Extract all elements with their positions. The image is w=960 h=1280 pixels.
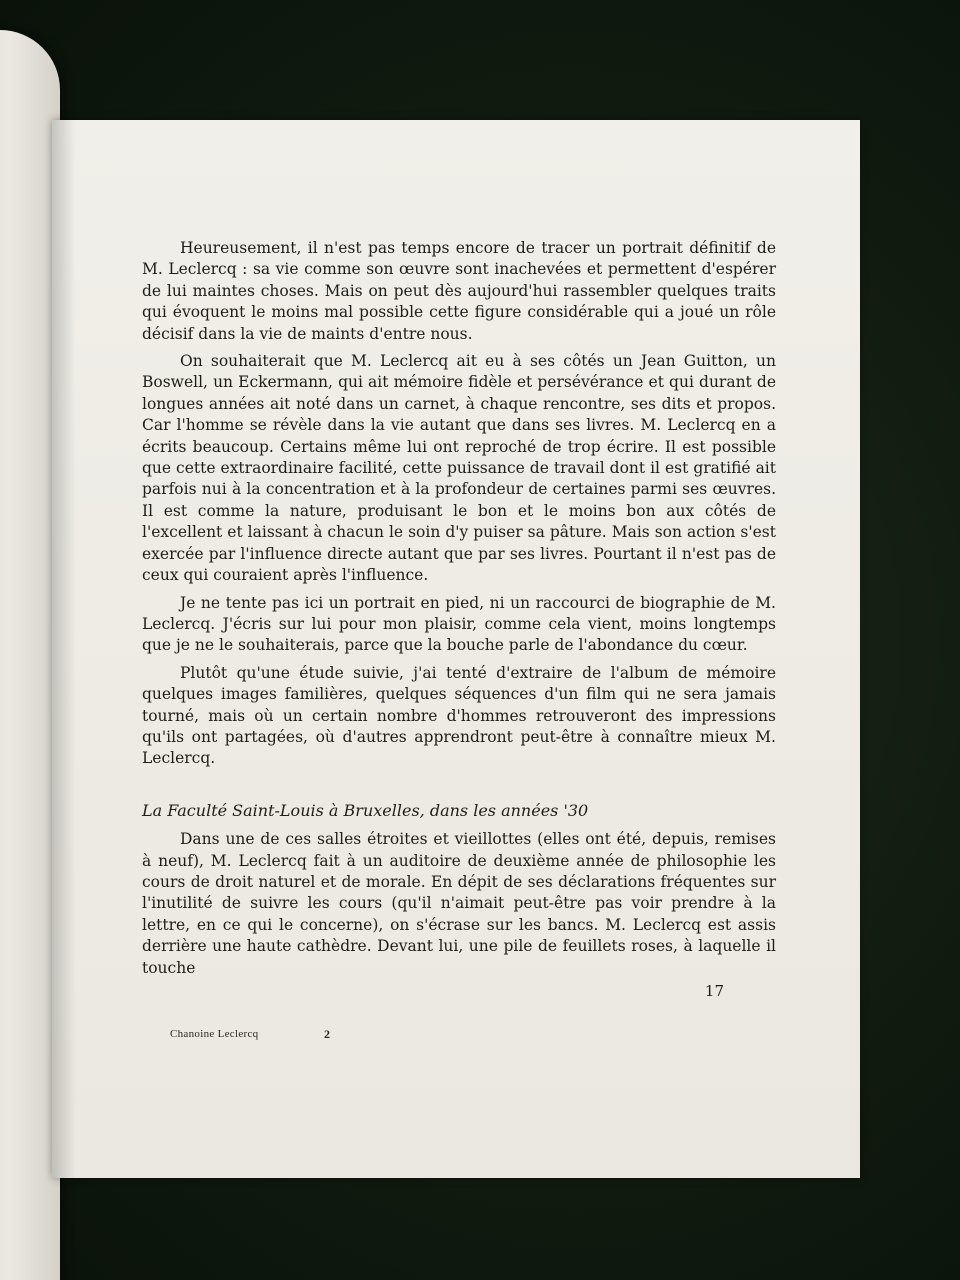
- section-paragraph: Dans une de ces salles étroites et vieillottes (elles ont été, depuis, remises à neuf), M. Leclercq fait à un auditoire de deuxième année de philosophie les cours de droit naturel et de morale. En dépit de ses déclarations fréquentes sur l'inutilité de suivre les cours (qu'il n'aimait peut-être pas voir prendre à la lettre, en ce qui le concerne), on s'écrase sur les bancs. M. Leclercq est assis derrière une haute cathèdre. Devant lui, une pile de feuillets roses, à laquelle il touche: [142, 830, 776, 977]
- signature-number: 2: [324, 1027, 330, 1041]
- paragraph-1: Heureusement, il n'est pas temps encore de tracer un portrait définitif de M. Leclercq : sa vie comme son œuvre sont inachevées et permettent d'espérer de lui maintes choses. Mais on peut dès aujourd'hui rassembler quelques traits qui évoquent le moins mal possible cette figure considérable qui a joué un rôle décisif dans la vie de maints d'entre nous.: [142, 239, 776, 343]
- page-gutter-shadow: [52, 120, 76, 1178]
- paragraph-3: Je ne tente pas ici un portrait en pied, ni un raccourci de biographie de M. Leclercq. J'écris sur lui pour mon plaisir, comme cela vient, moins longtemps que je ne le souhaiterais, parce que la bouche parle de l'abondance du cœur.: [142, 593, 776, 655]
- paragraph-2: On souhaiterait que M. Leclercq ait eu à ses côtés un Jean Guitton, un Boswell, un Eckermann, qui ait mémoire fidèle et persévérance et qui durant de longues années ait noté dans un carnet, à chaque rencontre, ses dits et propos. Car l'homme se révèle dans la vie autant que dans ses livres. M. Leclercq en a écrits beaucoup. Certains même lui ont reproché de trop écrire. Il est possible que cette extraordinaire facilité, cette puissance de travail dont il est gratifié ait parfois nui à la concentration et à la profondeur de certaines parmi ses œuvres. Il est comme la nature, produisant le bon et le moins bon aux côtés de l'excellent et laissant à chacun le soin d'y puiser sa pâture. Mais son action s'est exercée par l'influence directe autant que par ses livres. Pourtant il n'est pas de ceux qui couraient après l'influence.: [142, 352, 776, 585]
- facing-page-edge: [0, 30, 60, 1280]
- paragraph-4: Plutôt qu'une étude suivie, j'ai tenté d'extraire de l'album de mémoire quelques images familières, quelques séquences d'un film qui ne sera jamais tourné, mais où un certain nombre d'hommes retrouveront des impressions qu'ils ont partagées, où d'autres apprendront peut-être à connaître mieux M. Leclercq.: [142, 663, 776, 768]
- page-number: 17: [704, 982, 724, 1000]
- section-heading: La Faculté Saint-Louis à Bruxelles, dans les années '30: [142, 800, 589, 820]
- book-page: [52, 120, 860, 1178]
- page-text: [142, 238, 776, 985]
- signature-name: Chanoine Leclercq: [170, 1028, 259, 1040]
